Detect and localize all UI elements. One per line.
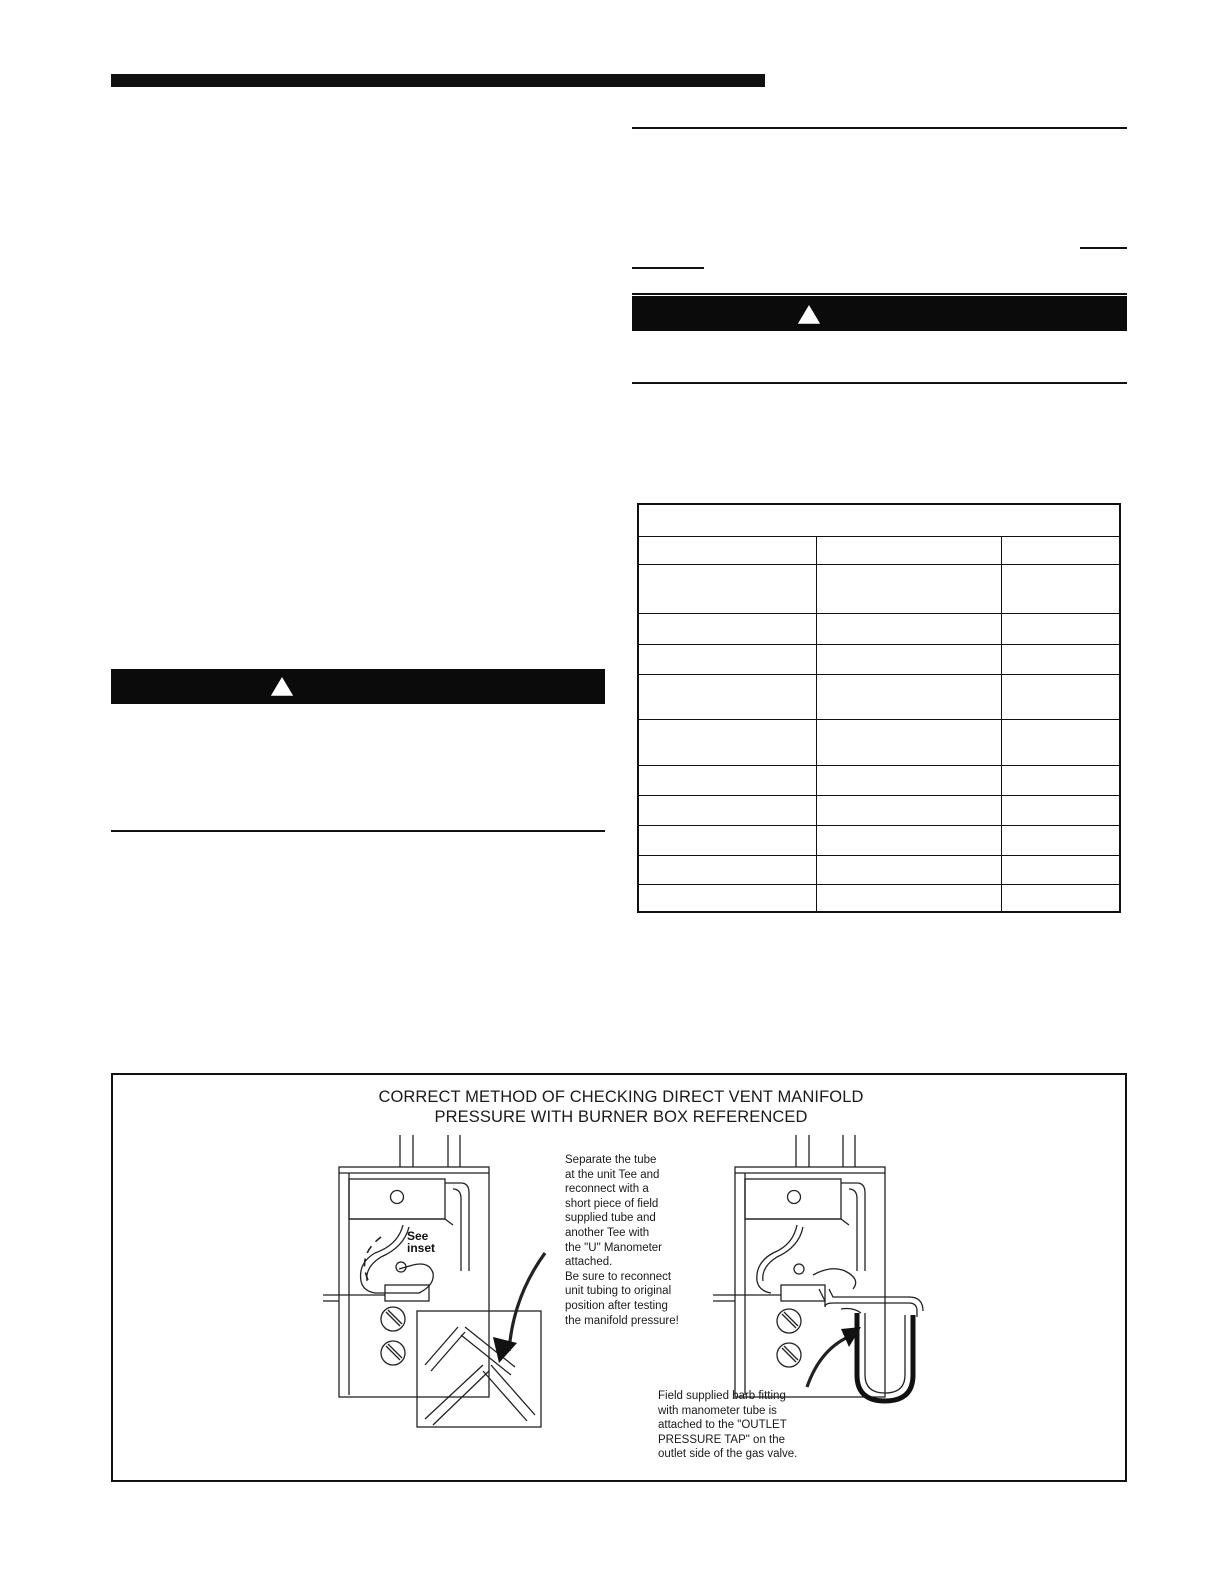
- section-rule: [632, 382, 1127, 384]
- table-row-divider: [639, 719, 1119, 720]
- table-row-divider: [639, 674, 1119, 675]
- table-row-divider: [639, 884, 1119, 885]
- table-row-divider: [639, 536, 1119, 537]
- warning-triangle-icon: [268, 674, 296, 698]
- table-row-divider: [639, 644, 1119, 645]
- figure-title-line2: PRESSURE WITH BURNER BOX REFERENCED: [434, 1108, 808, 1126]
- section-rule: [111, 830, 605, 832]
- table-row-divider: [639, 855, 1119, 856]
- table-row-divider: [639, 825, 1119, 826]
- table-row-divider: [639, 765, 1119, 766]
- warning-top-rule: [632, 293, 1127, 295]
- data-table: [637, 503, 1121, 913]
- warning-triangle-icon: [795, 302, 823, 326]
- header-bar: [111, 74, 765, 87]
- separate-tube-note: Separate the tube at the unit Tee and reconnect with a short piece of field supplied tube and another Tee with the "U" Manometer attached. Be sure to reconnect unit tubing to original position after testing the manifold pressure!: [565, 1154, 679, 1327]
- table-row-divider: [639, 564, 1119, 565]
- warning-banner-left: [111, 669, 605, 704]
- figure-title-line1: CORRECT METHOD OF CHECKING DIRECT VENT MANIFOLD: [378, 1088, 864, 1106]
- table-col-divider: [816, 536, 817, 911]
- section-rule: [632, 127, 1127, 129]
- figure-box: [111, 1073, 1127, 1482]
- table-row-divider: [639, 613, 1119, 614]
- barb-fitting-note: Field supplied barb fitting with manometer tube is attached to the "OUTLET PRESSURE TAP" on the outlet side of the gas valve.: [658, 1390, 798, 1461]
- table-row-divider: [639, 795, 1119, 796]
- table-col-divider: [1001, 536, 1002, 911]
- underline-fragment: [1080, 247, 1127, 249]
- warning-banner-right: [632, 296, 1127, 331]
- underline-fragment: [632, 267, 704, 269]
- see-inset-label: See inset: [407, 1229, 436, 1255]
